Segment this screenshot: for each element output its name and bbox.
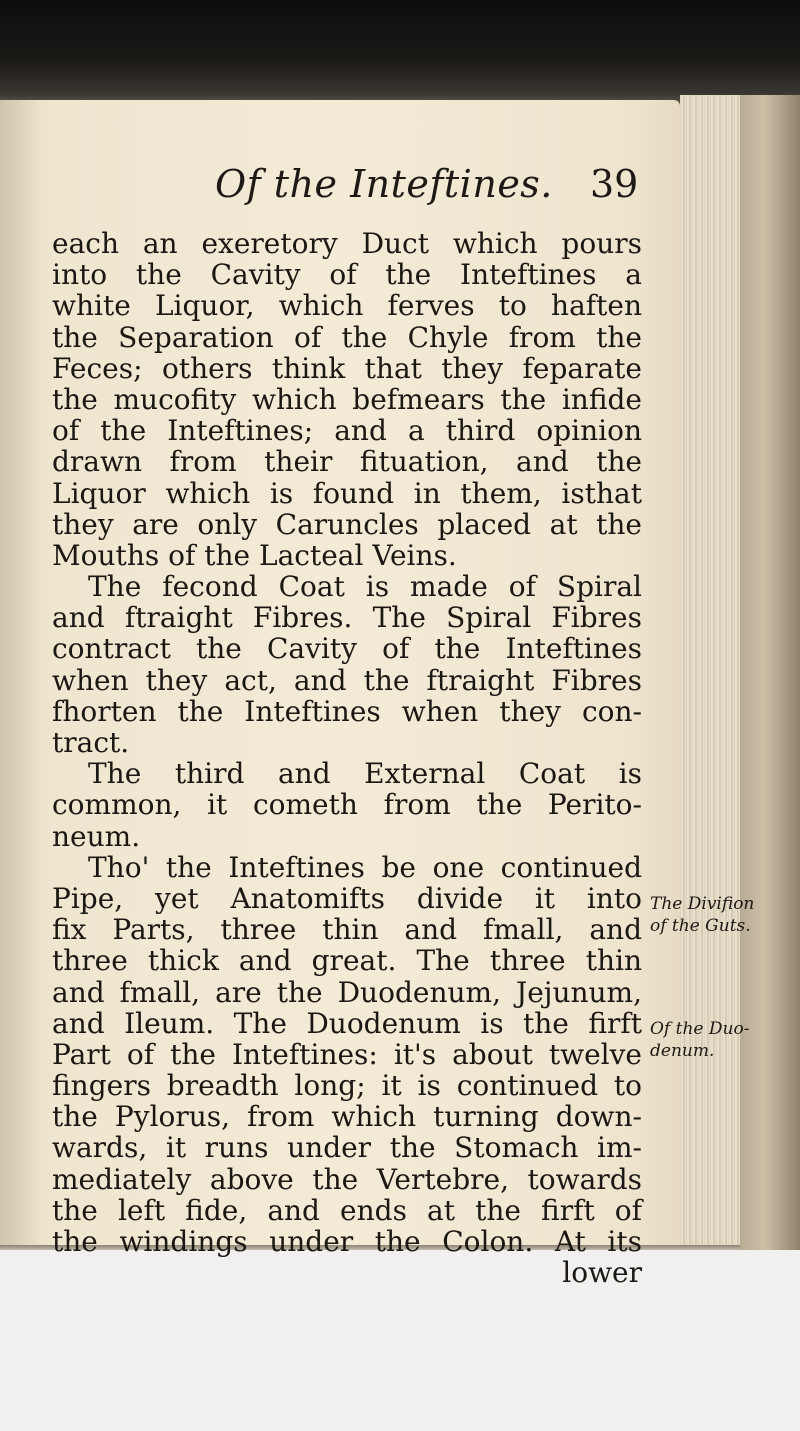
text-line: The third and External Coat is xyxy=(88,757,642,791)
catchword: lower xyxy=(562,1256,642,1290)
page-edges xyxy=(680,95,740,1250)
text-line: Tho' the Inteftines be one continued xyxy=(88,850,642,884)
text-line: drawn from their fituation, and the xyxy=(52,445,642,479)
text-line: the windings under the Colon. At its xyxy=(52,1225,642,1258)
scan-background-right xyxy=(740,95,800,1265)
text-line: Liquor which is found in them, isthat xyxy=(52,476,642,510)
margin-note-line: of the Guts. xyxy=(650,916,751,936)
text-line: fix Parts, three thin and fmall, and xyxy=(52,913,642,947)
text-line: three thick and great. The three thin xyxy=(52,944,642,978)
text-line: tract. xyxy=(52,726,130,759)
text-line: Part of the Inteftines: it's about twelve xyxy=(52,1037,642,1071)
text-line: of the Inteftines; and a third opinion xyxy=(52,414,642,448)
text-line: neum. xyxy=(52,819,141,853)
text-line: they are only Caruncles placed at the xyxy=(52,507,642,541)
text-line: Pipe, yet Anatomifts divide it into xyxy=(52,881,642,915)
text-line: contract the Cavity of the Inteftines xyxy=(52,632,642,666)
text-line: mediately above the Vertebre, towards xyxy=(52,1162,642,1196)
text-line: and ftraight Fibres. The Spiral Fibres xyxy=(52,601,642,635)
text-line: each an exeretory Duct which pours xyxy=(52,227,642,260)
text-line: when they act, and the ftraight Fibres xyxy=(52,663,642,697)
text-line: The fecond Coat is made of Spiral xyxy=(88,570,642,604)
body-text xyxy=(52,228,642,1288)
text-line: Mouths of the Lacteal Veins. xyxy=(52,538,457,572)
text-line: the mucofity which befmears the infide xyxy=(52,382,642,416)
page-gutter xyxy=(0,100,38,1250)
text-line: and Ileum. The Duodenum is the firft xyxy=(52,1006,642,1040)
page-number: 39 xyxy=(590,162,639,206)
text-line: and fmall, are the Duodenum, Jejunum, xyxy=(52,975,642,1009)
text-line: wards, it runs under the Stomach im- xyxy=(52,1131,642,1165)
text-line: into the Cavity of the Inteftines a xyxy=(52,258,642,292)
margin-note-line: Of the Duo- xyxy=(650,1019,750,1039)
text-line: the Separation of the Chyle from the xyxy=(52,320,642,354)
margin-note-duodenum xyxy=(650,1018,749,1062)
page-header xyxy=(0,162,680,212)
text-line: Feces; others think that they feparate xyxy=(52,351,642,385)
scan-background-top xyxy=(0,0,800,110)
margin-note-line: denum. xyxy=(650,1041,715,1061)
text-line: fingers breadth long; it is continued to xyxy=(52,1069,642,1103)
text-line: the left fide, and ends at the firft of xyxy=(52,1193,642,1227)
margin-note-divifion xyxy=(650,893,754,937)
text-line: white Liquor, which ferves to haften xyxy=(52,289,642,323)
running-title: Of the Inteftines. xyxy=(215,162,553,206)
text-line: fhorten the Inteftines when they con- xyxy=(52,694,642,728)
text-line: common, it cometh from the Perito- xyxy=(52,788,642,822)
text-line: the Pylorus, from which turning down- xyxy=(52,1100,642,1134)
margin-note-line: The Divifion xyxy=(650,894,755,914)
